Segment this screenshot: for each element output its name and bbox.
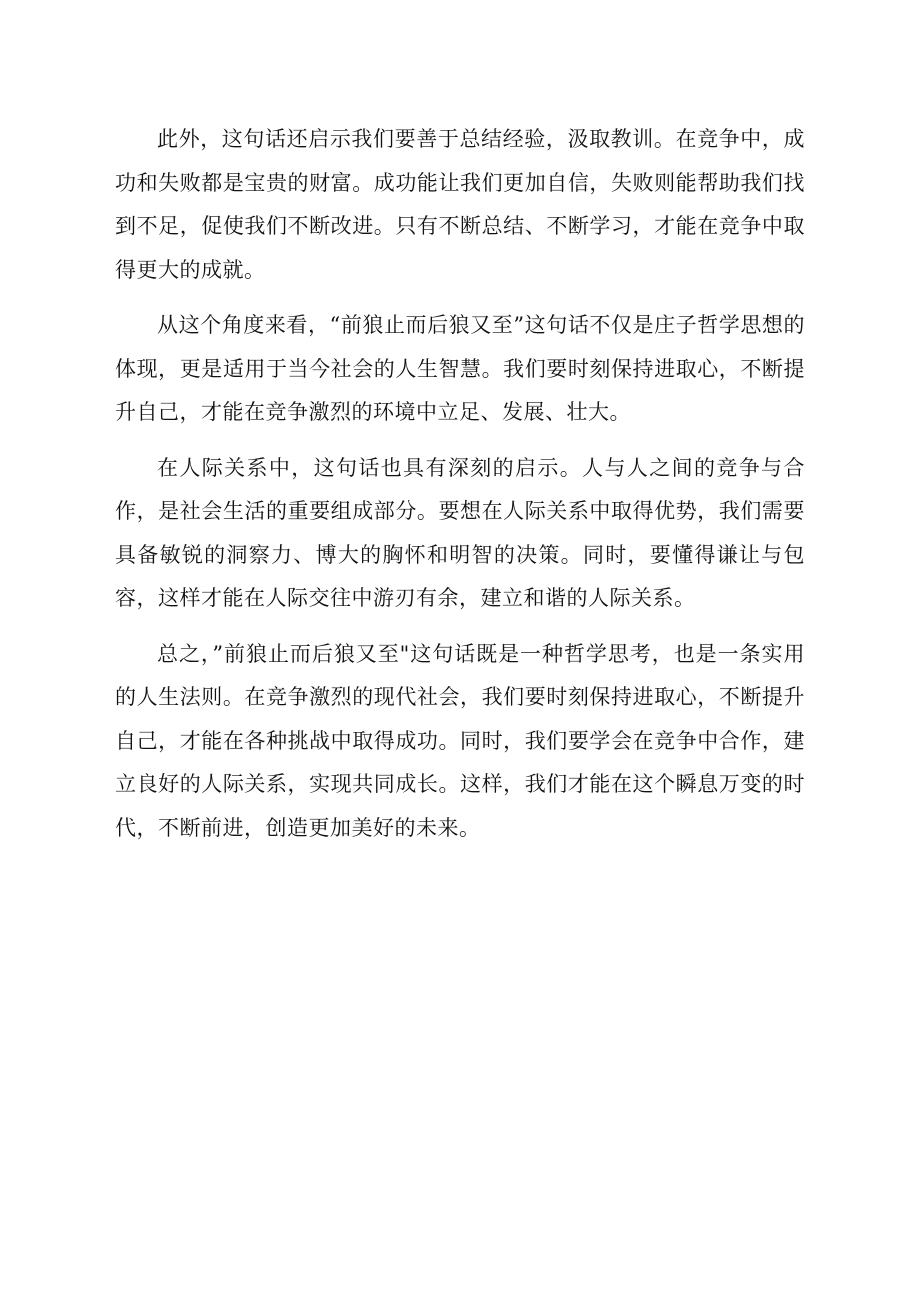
paragraph-2: 从这个角度来看，“前狼止而后狼又至”这句话不仅是庄子哲学思想的体现，更是适用于当今社会的人生智慧。我们要时刻保持进取心，不断提升自己，才能在竞争激烈的环境中立足、发展、壮大。 [115, 313, 805, 424]
document-body [115, 118, 805, 862]
paragraph-1: 此外，这句话还启示我们要善于总结经验，汲取教训。在竞争中，成功和失败都是宝贵的财富。成功能让我们更加自信，失败则能帮助我们找到不足，促使我们不断改进。只有不断总结、不断学习，才能在竞争中取得更大的成就。 [115, 127, 805, 282]
paragraph-3: 在人际关系中，这句话也具有深刻的启示。人与人之间的竞争与合作，是社会生活的重要组成部分。要想在人际关系中取得优势，我们需要具备敏锐的洞察力、博大的胸怀和明智的决策。同时，要懂得谦让与包容，这样才能在人际交往中游刃有余，建立和谐的人际关系。 [115, 455, 805, 610]
paragraph-4: 总之，”前狼止而后狼又至"这句话既是一种哲学思考，也是一条实用的人生法则。在竞争激烈的现代社会，我们要时刻保持进取心，不断提升自己，才能在各种挑战中取得成功。同时，我们要学会在竞争中合作，建立良好的人际关系，实现共同成长。这样，我们才能在这个瞬息万变的时代，不断前进，创造更加美好的未来。 [115, 641, 805, 840]
